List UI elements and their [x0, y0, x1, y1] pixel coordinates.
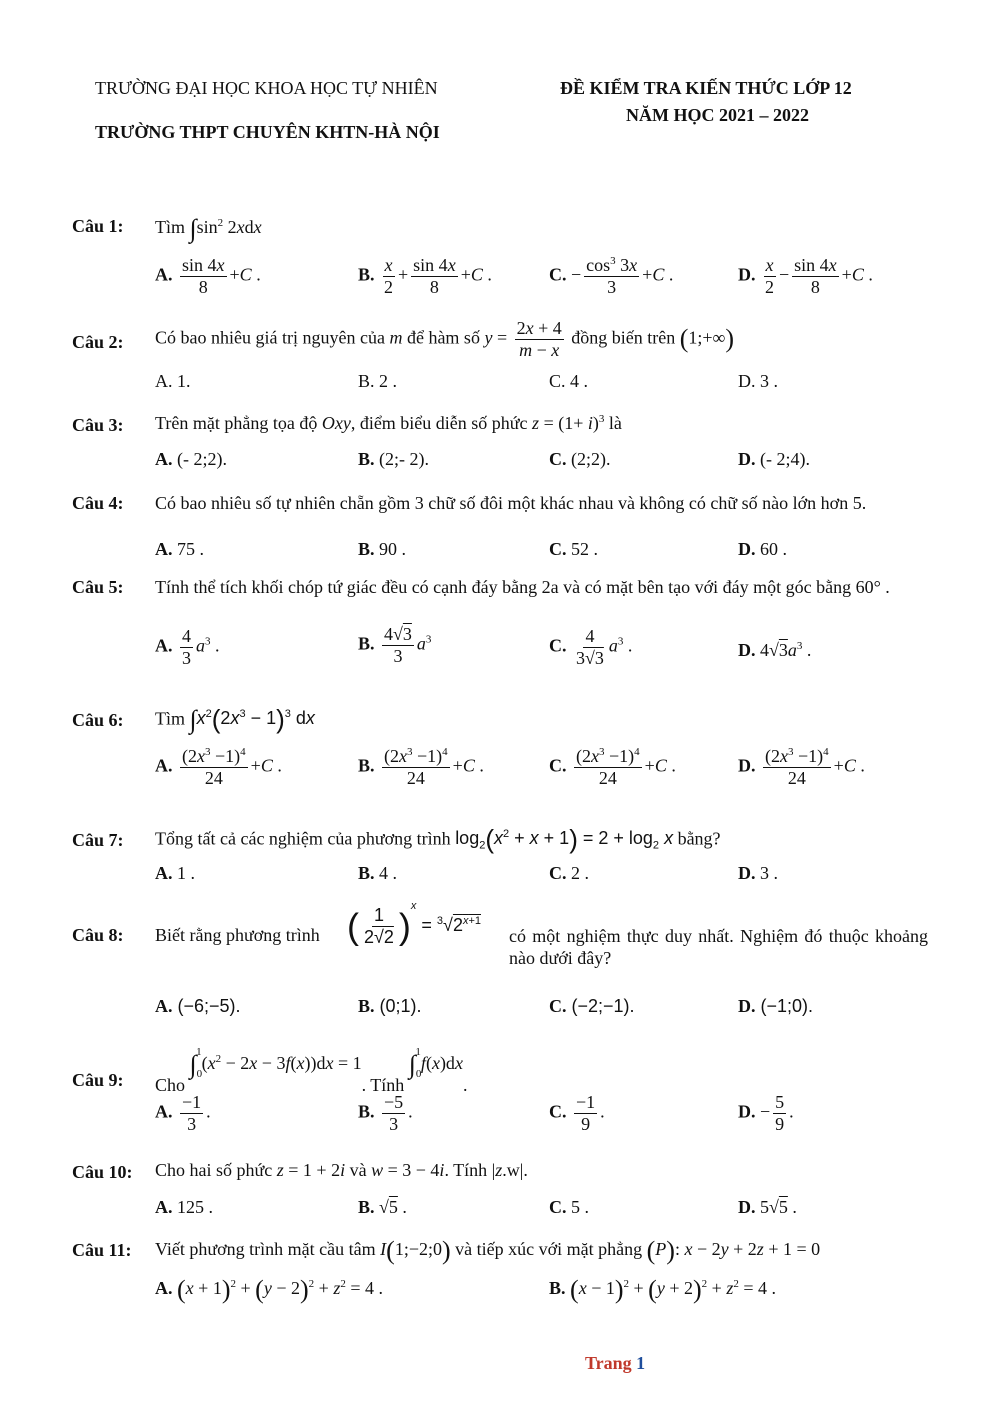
answer-option[interactable]: D. $\frac{(2x^3 -1)^4}{24}$ +C . [738, 746, 865, 788]
question-label: Câu 11: [72, 1240, 132, 1260]
answer-option[interactable]: C. − $\frac{\cos^3 3x}{3}$ +C . [549, 255, 674, 297]
question-label: Câu 1: [72, 216, 124, 236]
question-text: Cho $\int_0^1(x^2 - 2x - 3f(x))dx = 1$. Tính $\int_0^1f(x)dx$. [155, 1046, 468, 1095]
question-text: Trên mặt phẳng tọa độ Oxy, điểm biểu diễn số phức $z = (1+ i)^3$ là [155, 413, 622, 433]
answer-option[interactable]: D. $4√3a^3$ . [738, 640, 812, 660]
answer-option[interactable]: A. $\frac{4}{3}$ $a^3$ . [155, 626, 220, 668]
answer-option[interactable]: A. 125 . [155, 1197, 213, 1217]
answer-option[interactable]: C. (2;2). [549, 449, 611, 469]
answer-option[interactable]: D. (- 2;4). [738, 449, 810, 469]
question-text: Tính thể tích khối chóp tứ giác đều có cạnh đáy bằng 2a và có mặt bên tạo với đáy một góc bằng 60° . [155, 577, 890, 597]
answer-option[interactable]: B. $\frac{4√3}{3}$ $a^3$ [358, 624, 432, 666]
answer-option[interactable]: C. 2 . [549, 863, 589, 883]
page-number: Trang 1 [585, 1353, 646, 1373]
answer-option[interactable]: B. $\frac{x}{2}$ + $\frac{\sin 4x}{8}$ +C . [358, 255, 492, 297]
question-text: Tìm $\int x^2(2x^3 - 1)^3$ dx [155, 704, 315, 735]
answer-option[interactable]: B. 2 . [358, 371, 398, 391]
question-text: Có bao nhiêu số tự nhiên chẵn gồm 3 chữ số đôi một khác nhau và không có chữ số nào lớn hơn 5. [155, 493, 867, 513]
answer-option[interactable]: B. 90 . [358, 539, 407, 559]
answer-option[interactable]: A. $\frac{\sin 4x}{8}$ +C . [155, 255, 261, 297]
answer-option[interactable]: A. $\frac{-1}{3}$ . [155, 1092, 211, 1134]
answer-option[interactable]: B. $\frac{(2x^3 -1)^4}{24}$ +C . [358, 746, 484, 788]
answer-option[interactable]: B. $(x - 1)^2 + (y + 2)^2 + z^2 = 4$ . [549, 1275, 776, 1304]
exam-title: ĐỀ KIỂM TRA KIẾN THỨC LỚP 12 [560, 78, 852, 98]
answer-option[interactable]: C. 5 . [549, 1197, 589, 1217]
answer-option[interactable]: C. 4 . [549, 371, 589, 391]
question-label: Câu 7: [72, 830, 124, 850]
answer-option[interactable]: D. 3 . [738, 371, 778, 391]
answer-option[interactable]: B. (0;1). [358, 996, 422, 1016]
answer-option[interactable]: D. $\frac{x}{2}$ − $\frac{\sin 4x}{8}$ +C . [738, 255, 873, 297]
question-label: Câu 3: [72, 415, 124, 435]
question-text: Viết phương trình mặt cầu tâm I(1;−2;0) và tiếp xúc với mặt phẳng (P): x − 2y + 2z + 1 = 0 [155, 1236, 821, 1265]
answer-option[interactable]: A. $(x + 1)^2 + (y - 2)^2 + z^2 = 4$ . [155, 1275, 383, 1304]
question-text: Cho hai số phức z = 1 + 2i và w = 3 − 4i. Tính |z.w|. [155, 1160, 528, 1180]
answer-option[interactable]: C. 52 . [549, 539, 598, 559]
answer-option[interactable]: C. $\frac{4}{3√3}$ $a^3$ . [549, 626, 633, 668]
answer-option[interactable]: D. 60 . [738, 539, 787, 559]
answer-option[interactable]: A. 1 . [155, 863, 195, 883]
question-text: Tìm $\int\sin^2$ 2xdx [155, 214, 262, 243]
answer-option[interactable]: D. 3 . [738, 863, 778, 883]
question-label: Câu 8: [72, 925, 124, 945]
answer-option[interactable]: A. 75 . [155, 539, 204, 559]
answer-option[interactable]: A. (−6;−5). [155, 996, 241, 1016]
answer-option[interactable]: D. − $\frac{5}{9}$ . [738, 1092, 794, 1134]
question-text: có một nghiệm thực duy nhất. Nghiệm đó thuộc khoảng nào dưới đây? [509, 926, 928, 968]
answer-option[interactable]: B. 4 . [358, 863, 398, 883]
question-text: Biết rằng phương trình [155, 925, 320, 945]
school-name: TRƯỜNG ĐẠI HỌC KHOA HỌC TỰ NHIÊN [95, 78, 438, 98]
question-label: Câu 9: [72, 1070, 124, 1090]
answer-option[interactable]: C. $\frac{-1}{9}$ . [549, 1092, 605, 1134]
question-label: Câu 10: [72, 1162, 133, 1182]
answer-option[interactable]: A. $\frac{(2x^3 -1)^4}{24}$ +C . [155, 746, 282, 788]
equation: ( $\frac{1}{2√2}$ )$^x = ^3√2^{x+1}$ [347, 900, 481, 947]
answer-option[interactable]: B. (2;- 2). [358, 449, 429, 469]
question-label: Câu 5: [72, 577, 124, 597]
answer-option[interactable]: D. (−1;0). [738, 996, 814, 1016]
answer-option[interactable]: A. (- 2;2). [155, 449, 227, 469]
answer-option[interactable]: C. $\frac{(2x^3 -1)^4}{24}$ +C . [549, 746, 676, 788]
answer-option[interactable]: D. 5√5 . [738, 1197, 797, 1217]
question-text: Tổng tất cả các nghiệm của phương trình $\log_2(x^2 + x + 1) = 2 + \log_2 x$ bằng? [155, 824, 721, 854]
question-label: Câu 2: [72, 332, 124, 352]
school-subname: TRƯỜNG THPT CHUYÊN KHTN-HÀ NỘI [95, 122, 440, 142]
exam-year: NĂM HỌC 2021 – 2022 [626, 105, 809, 125]
answer-option[interactable]: B. √5 . [358, 1197, 407, 1217]
answer-option[interactable]: C. (−2;−1). [549, 996, 635, 1016]
question-label: Câu 4: [72, 493, 124, 513]
answer-option[interactable]: B. $\frac{-5}{3}$ . [358, 1092, 413, 1134]
question-label: Câu 6: [72, 710, 124, 730]
answer-option[interactable]: A. 1. [155, 371, 191, 391]
question-text: Có bao nhiêu giá trị nguyên của m để hàm số y = $\frac{2x + 4}{m - x}$ đồng biến trên (1;+∞) [155, 318, 735, 360]
